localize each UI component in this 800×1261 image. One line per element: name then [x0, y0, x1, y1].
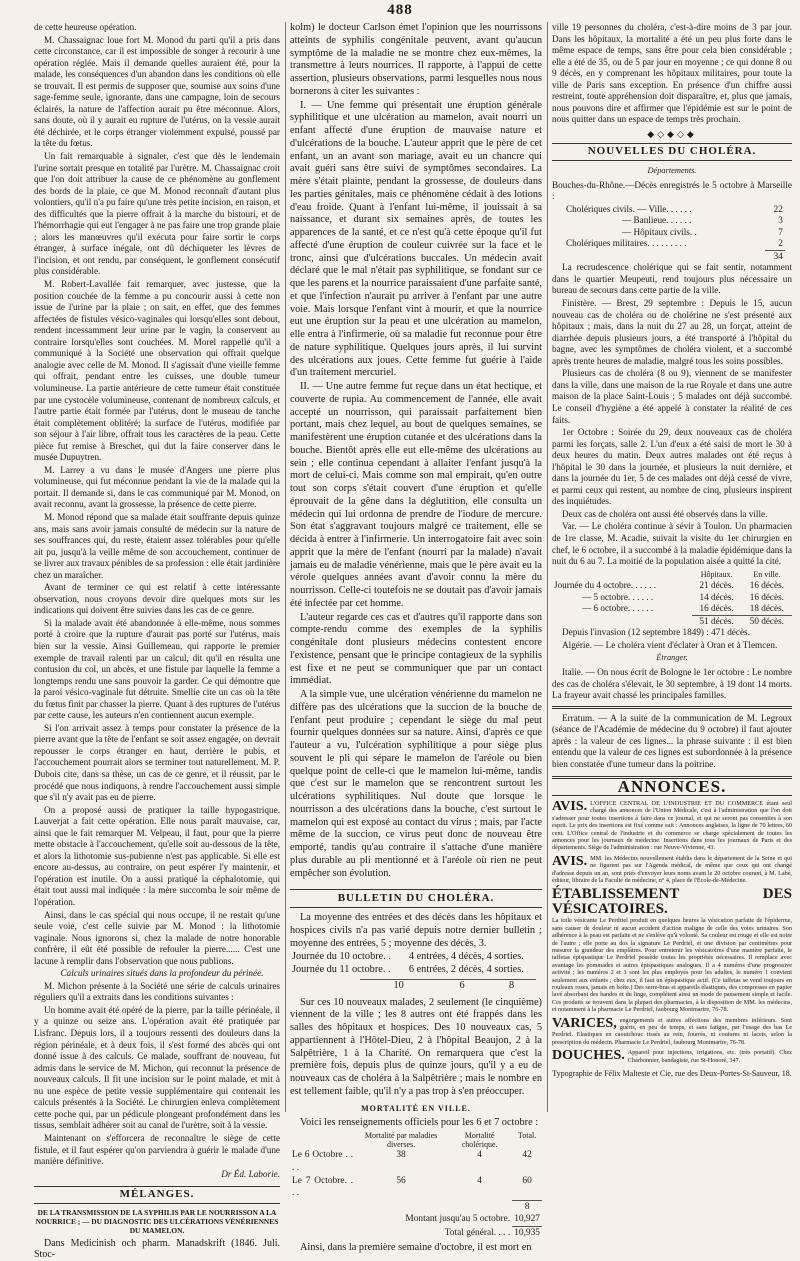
ad-vesicatoires	[552, 887, 792, 1013]
table-row	[290, 951, 542, 964]
row-value: 4 entrées, 4 décès, 4 sorties.	[408, 951, 524, 963]
paragraph: M. Monod répond que sa malade était souffrante depuis quinze ans, mais sans avoir jamais consulté de médecin sur la nature de ses souffrances qui, du reste, étaient assez tolérables pour qu'elle ait pu, jusqu'à la veille même de son accouchement, continuer de se livrer aux travaux pénibles de sa profession : elle était jardinière chez un maraîcher.	[34, 511, 280, 580]
article-heading: DE LA TRANSMISSION DE LA SYPHILIS PAR LE NOURRISSON A LA NOURRICE ; — DU DIAGNOSTIC DES ULCÉRATIONS VÉNÉRIENNES DU MAMELON.	[35, 1207, 279, 1235]
table-cell: 14 décès.	[699, 591, 734, 602]
table-cell: — Hôpitaux civils. .	[622, 226, 697, 237]
table-cell: 3	[778, 215, 783, 226]
table-row	[290, 1175, 542, 1201]
ad-text: MM. les Médecins nouvellement établis dans le département de la Seine et qui ne figurent pas sur l'Agenda médical, de même que ceux qui ont changé d'adresse depuis un an, sont priés d'envoyer leurs noms avant le 20 octobre courant, à M. Labé, éditeur, libraire de la Faculté de médecine, n° 4, place de l'École-de-Médecine.	[552, 854, 792, 884]
ad-headline: ÉTABLISSEMENT DES VÉSICATOIRES.	[552, 886, 792, 918]
paragraph: Erratum. — A la suite de la communication de M. Legroux (séance de l'Académie de médecine du 9 octobre) il faut ajouter après : la valeur de ces lignes... la phrase suivante : il est bien entendu que la valeur de ces lignes est subordonnée à la présence bien constatée d'une tumeur dans la poitrine.	[552, 712, 792, 769]
header-cell: En ville.	[753, 569, 781, 579]
paragraph: Ainsi, dans le cas spécial qui nous occupe, il ne restait qu'une seule voie, c'est celle suivie par M. Monod : la lithotomie vaginale. Nous ignorons si, chez la malade de notre honorable confrère, il eût été possible de refouler la pierre...... C'est une lacune à remplir dans l'observation que nous publions.	[34, 909, 280, 966]
paragraph: Un fait remarquable à signaler, c'est que dès le lendemain l'urine sortait presque en totalité par l'urètre. M. Chassaignac croit que l'on doit attribuer la cause de ce phénomène au gonflement des bords de la plaie, ce que M. Monod reconnaît d'autant plus volontiers, qu'il n'a pu faire qu'une très petite incision, en raison, et des difficultés que la pierre offrait à la marche du bistouri, et de l'hémorrhagie qui eut l'engager à ne pas faire une trop grande plaie ; alors les manœuvres qu'il exécuta pour faire sortir le corps étranger, à surface inégale, ont dû déchiqueter les lèvres de l'incision, et ont rendu, par conséquent, le gonflement consécutif plus considérable.	[34, 151, 280, 277]
header-cell: Total.	[517, 1131, 537, 1140]
paragraph: Bouches-du-Rhône.—Décès enregistrés le 5 octobre à Marseille :	[552, 179, 792, 202]
paragraph: Dans Medicinish och pharm. Manadskrift (1846. Juli. Stoc-	[34, 1237, 280, 1261]
paragraph: Maintenant on s'efforcera de reconnaître le siège de cette fistule, et il faut espérer qu'on parviendra à guérir le malade d'une manière définitive.	[34, 1132, 280, 1167]
total-cell: 6	[437, 979, 487, 992]
table-cell: Cholériques militaires. . . . . . . . .	[566, 238, 687, 249]
table-row	[564, 215, 785, 227]
header-cell: Hôpitaux.	[700, 569, 733, 579]
ad-headline: AVIS.	[552, 853, 588, 869]
departements-title: Départements.	[647, 166, 697, 176]
table-row	[552, 580, 792, 592]
ad-avis-medecins	[552, 855, 792, 885]
table-header	[552, 569, 792, 581]
annonces-title: ANNONCES.	[552, 776, 792, 796]
header-cell	[552, 569, 692, 581]
table-row	[290, 1227, 542, 1240]
table-cell: 22	[773, 203, 783, 214]
total-cell: 8	[487, 979, 537, 992]
table-cell	[552, 615, 692, 627]
header-cell	[290, 1131, 355, 1149]
ad-text: L'OFFICE CENTRAL DE L'INDUSTRIE ET DU COMMERCE étant seul chargé des annonces de l'Union Médicale, c'est à l'administration que l'on doit s'adresser pour toutes insertions à faire dans ce journal, et qui ne seront pas consenties à son esprit. Le prix des insertions est fixé comme suit : Annonces anglaises, la ligne de 70 lettres, 60 cent. L'Office central de l'industrie et du commerce se charge spécialement de toutes les annonces pour les journaux de médecine. Insertions dans tous les journaux de Paris et des départements. Siège de l'administration : rue Neuve-Vivienne, 43.	[552, 799, 792, 852]
table-header	[290, 1131, 542, 1149]
column-left	[34, 22, 280, 1261]
column-rule	[285, 22, 286, 1112]
paragraph: Algérie. — Le choléra vient d'éclater à Oran et à Tlemcen.	[562, 639, 778, 650]
paragraph: I. — Une femme qui présentait une éruption générale syphilitique et une ulcération au mamelon, avait nourri un enfant affecté d'une éruption de mauvaise nature et d'ulcérations de la bouche. L'auteur apprit que le père de cet enfant, un an avant son mariage, avait eu un chancre qui avait guéri sans être suivi de symptômes secondaires. La mère s'était plainte, pendant la grossesse, de douleurs dans les parties génitales, mais ce phénomène cédait à des lotions d'eau froide. Quant à l'enfant lui-même, il jouissait à sa naissance, et durant six semaines après, de toutes les apparences de la santé, et ce n'est qu'à cette époque qu'il fut affecté d'une éruption de couleur cuivrée sur la face et le tronc, ainsi que d'ulcérations buccales. Un médecin avait déclaré que le mal n'était pas syphilitique, se fondant sur ce que les parens et la nourrice paraissaient d'une parfaite santé, et que l'infection n'aurait pu arriver à l'enfant par une autre voie. Mais lorsque l'enfant vint à mourir, et que la nourrice eut une éruption sur la peau et une ulcération au mamelon, elle entra à l'infirmerie, où sa maladie fut reconnue pour être de nature syphilitique. Quelques jours après, il lui survint des ulcérations aux joues. Cette femme fut guérie à l'aide d'un traitement mercuriel.	[290, 99, 542, 379]
table-row	[290, 1149, 542, 1175]
table-cell: — 5 octobre. . . . . .	[582, 591, 654, 602]
table-cell: 7	[778, 226, 783, 237]
paragraph: A la simple vue, une ulcération vénérienne du mamelon ne diffère pas des ulcérations que la succion de la bouche de l'enfant peut produire ; cependant le siège du mal peut fournir quelques données sur sa nature. Ainsi, d'après ce que l'auteur a vu, l'ulcération syphilitique a pour siège plus souvent le pli qui sépare le mamelon de l'aréole ou bien quelque point de celle-ci que le mamelon lui-même, tandis que c'est sur le mamelon que se rencontrent surtout les ulcérations syphilitiques. Nul doute que lorsque le nourrisson a des ulcérations dans la bouche, c'est surtout le mamelon qui est exposé au contact du virus ; mais, par l'acte même de la succion, ce virus peut donc de nouveau être emporté, tandis qu'au contraire il s'attache d'une manière plus durable au pli mentionné et à l'aréole où rien ne peut empêcher son évolution.	[290, 689, 542, 879]
ad-douches	[552, 1049, 792, 1064]
column-middle	[290, 22, 542, 1253]
paragraph: Depuis l'invasion (12 septembre 1849) : 471 décès.	[562, 627, 750, 638]
mortalite-title: MORTALITÉ EN VILLE.	[361, 1103, 471, 1113]
table-cell: 4	[477, 1150, 482, 1160]
section-subtitle: Calculs urinaires situés dans la profondeur du périnée.	[60, 968, 264, 979]
bulletin-title: BULLETIN DU CHOLÉRA.	[290, 889, 542, 908]
paragraph: 1er Octobre : Soirée du 29, deux nouveaux cas de choléra parmi les forçats, salle 2. L'un d'eux a été saisi de mort le 30 à deux heures du matin. Deux autres malades ont été reçus à l'hôpital le 30 dans la journée, et plusieurs la nuit dernière, et dans la journée du 1er, 5 de ces malades ont déjà cessé de vivre, et parmi ceux qui restent, au nombre de cinq, plusieurs inspirent des inquiétudes.	[552, 427, 792, 507]
paragraph: II. — Une autre femme fut reçue dans un état hectique, et couverte de rupia. Au commencement de l'année, elle avait accepté un nourrisson, qui paraissait parfaitement bien portant, mais chez lequel, au bout de quelques semaines, se manifestèrent une éruption cutanée et des ulcérations dans la bouche. Bientôt après elle eut elle-même des ulcérations au sein ; elle continua cependant à allaiter l'enfant jusqu'à la mort de celui-ci. Mais comme son mal empirait, qu'en outre tout son corps s'était couvert d'une éruption et qu'elle éprouvait de la gêne dans la déglutition, elle consulta un médecin qui lui ordonna de prendre de l'iodure de mercure. Son état s'aggravant toujours malgré ce traitement, elle se décida à entrer à l'infirmerie. Un interrogatoire fait avec soin apprit que la mère de l'enfant (nourri par la malade) n'avait jamais eu de maladie vénérienne, mais que le père avait eu la vérole quelques années avant d'avoir connu la mère du nourrisson. Celle-ci toutefois ne se doutait pas d'avoir jamais été infectée par cet homme.	[290, 381, 542, 609]
column-right	[552, 22, 792, 1112]
paragraph: Si l'on arrivait assez à temps pour constater la présence de la pierre avant que la tête de l'enfant se soit assez engagée, on devrait repousser le corps étranger en haut, derrière le pubis, et l'accouchement pourrait alors se terminer tout naturellement. M. P. Dubois cite, dans sa thèse, un cas de ce genre, et il réussit, par le procédé que nous indiquons, à rendre l'accouchement aussi simple que s'il n'y avait pas eu de pierre.	[34, 722, 280, 803]
bdr-table	[564, 204, 785, 263]
page-number: 488	[387, 2, 413, 18]
ad-text: La toile vésicante Le Perdriel produit en quelques heures la vésication parfaite de l'épiderme, sans causer de douleur ni aucun accident d'action maligne de celle des voies urinaires. Son adhérence à la peau est parfaite et ne s'enlève qu'à volonté. Sa couleur est rouge et elle est noire de l'autre ; elle porte au dos la signature Le Perdriel, et une division par centimètres pour mesurer la grandeur des emplâtres. Pour entretenir les vésicatoires d'une manière parfaite, le taffetas épispastique Le Perdriel possède toutes les propriétés nécessaires. Il remplace avec avantage les pommades et autres épispastiques analogues. Il a 4 numéros d'une progressive activité ; les numéros 2 et 3 sont les plus employés pour les adultes, le numéro 1 convient seulement aux enfants ; chez eux, il faut un épispastique actif. (Ce taffetas se vend toujours en rouleaux roses, jamais en boîte.) Des serre-bras et appareils élastiques, des compresses en papier lavé absorbant des bandes et du linge, complètent ainsi un mode de pansement simple et facile. Ces produits se trouvent dans la plupart des pharmacies, à la disposition de MM. les médecins, et notamment à la pharmacie Le Perdriel, faubourg Montmartre, 76-78.	[552, 917, 792, 1014]
table-cell: Cholériques civils. — Ville. . . . . .	[566, 203, 692, 214]
journal-totals	[360, 979, 536, 993]
table-row	[552, 615, 792, 627]
ad-headline: DOUCHES.	[552, 1048, 625, 1064]
paragraph: Finistère. — Brest, 29 septembre : Depuis le 15, aucun nouveau cas de choléra ou de cholérine ne s'est présenté aux hôpitaux ; mais, dans la nuit du 27 au 28, un forçat, atteint de diarrhée depuis plusieurs jours, a été transporté à l'hôpital du bagne, avec les symptômes de choléra violent, et a succombé après trente heures de maladie, malgré tous les soins possibles.	[552, 298, 792, 366]
ad-headline: VARICES,	[552, 1015, 617, 1031]
ornament-divider: ◆◇◆◇◆	[647, 128, 697, 139]
row-label: Journée du 11 octobre. .	[292, 964, 391, 975]
paragraph: Un homme avait été opéré de la pierre, par la taille périnéale, il y a quinze ou seize ans. L'opération avait été pratiquée par Lisfranc. Depuis lors, il a toujours ressenti des douleurs dans la région périnéale, et à deux fois, il s'est formé des abcès qui ont donné issue à des calculs. Ce malade, souffrant de nouveau, fut admis dans le service de M. Michon, qui reconnut la présence de nouveaux calculs. Il fit une incision sur le point malade, et mit à nu une espèce de petite vessie supplémentaire qui contenait les calculs présentés à la Société. Le chirurgien enleva complètement cette poche qui, par un pédicule plongeant profondément dans les tissus, semblait adhérer soit au canal de l'urètre, soit à la vessie.	[34, 1004, 280, 1131]
paragraph: Avant de terminer ce qui est relatif à cette intéressante observation, nous croyons devoir dire quelques mots sur les indications qui doivent être suivies dans les cas de ce genre.	[34, 582, 280, 616]
table-cell: 60	[522, 1175, 532, 1186]
melanges-title: MÉLANGES.	[34, 1186, 280, 1204]
table-cell: 16 décès.	[749, 591, 784, 602]
total-cell: 51 décès.	[692, 615, 742, 627]
table-cell: — 6 octobre. . . . . .	[582, 603, 654, 614]
table-row	[290, 1213, 542, 1226]
paragraph: On a proposé aussi de pratiquer la taille hypogastrique. Lauverjat a fait cette opération. Elle nous paraît mauvaise, car, ainsi que le fait remarquer M. Velpeau, il faut, pour que la pierre mette obstacle à l'accouchement, qu'elle soit au-dessous de la tête, et alors la lithotomie sus-pubienne n'est pas applicable. Si elle est encore au-dessus, au contraire, on peut espérer l'y maintenir, et l'opération est inutile. On a aussi pratiqué la céphalotomie, qui était tout aussi mal indiquée : la mère succomba le soir même de l'opération.	[34, 804, 280, 908]
paragraph: La moyenne des entrées et des décès dans les hôpitaux et hospices civils n'a pas varié depuis notre dernier bulletin ; moyenne des entrées, 5 ; moyenne des décès, 3.	[290, 912, 542, 949]
divider	[552, 706, 792, 709]
paragraph: M. Michon présente à la Société une série de calculs urinaires réguliers qu'il a extraits dans les conditions suivantes :	[34, 980, 280, 1003]
table-cell: 42	[522, 1150, 532, 1160]
table-cell: Le 7 Octobre. . . .	[292, 1175, 354, 1199]
paragraph: de cette heureuse opération.	[34, 22, 137, 32]
table-row	[552, 603, 792, 615]
paragraph: Italie. — On nous écrit de Bologne le 1er octobre : Le nombre des cas de choléra s'élevait, le 30 septembre, à 19 dont 14 morts. La frayeur avait chassé les principales familles.	[552, 666, 792, 701]
table-cell: 56	[396, 1175, 406, 1186]
printer-footer: Typographie de Félix Malteste et Cie, rue des Deux-Portes-St-Sauveur, 18.	[552, 1069, 792, 1079]
etranger-title: Étranger.	[656, 653, 688, 663]
paragraph: La recrudescence cholérique qui se fait sentir, notamment dans le quartier Meupeuti, rend toujours plus nécessaire un bureau de secours dans cette partie de la ville.	[552, 262, 792, 296]
table-row	[360, 979, 536, 992]
table-row	[564, 238, 785, 250]
table-cell: 16 décès.	[749, 580, 784, 591]
paragraph: kolm) le docteur Carlson émet l'opinion que les nourrissons atteints de syphilis congénitale peuvent, avant qu'aucun symptôme de la maladie ne se montre chez eux-mêmes, la transmettre à leurs nourrices. Il rapporte, à l'appui de cette assertion, plusieurs observations, parmi lesquelles nous nous bornerons à citer les suivantes :	[290, 22, 542, 97]
table-row	[290, 1200, 542, 1213]
montant-label: Montant jusqu'au 5 octobre.	[405, 1214, 511, 1225]
ad-text: Appareil pour injections, irrigations, etc. (très portatif). Chez Charbonnier, bandagiste, rue St-Honoré, 347.	[627, 1049, 792, 1064]
paragraph: Deux cas de choléra ont aussi été observés dans la ville.	[562, 508, 768, 519]
paragraph: M. Robert-Lavallée fait remarquer, avec justesse, que la position couchée de la femme a pu concourir aussi à cette non issue de l'urine par la plaie ; on sait, en effet, que des femmes affectées de fistules vésico-vaginales qui lorsqu'elles sont debout, rendent incessamment leur urine par le vagin, la conservent au contraire lorsqu'elles sont couchées. M. Morel rappelle qu'il a communiqué à la Société une observation qui offrait quelque analogie avec celle de M. Monod. Il s'agissait d'une vieille femme qui offrait, pendant entre les cuisses, une double tumeur volumineuse. La partie antérieure de cette tumeur était constituée par une cystocèle volumineuse, contenant de nombreux calculs, et l'autre partie était formée par l'utérus, dont le museau de tanche était complètement oblitéré; la surface de l'utérus, modifiée par son séjour à l'air libre, offrait tous les caractères de la peau. Cette pièce fut remise à Breschet, qui dut la faire conserver dans le musée Dupuytren.	[34, 279, 280, 463]
mortalite-table	[290, 1131, 542, 1240]
total-cell: 34	[765, 250, 785, 262]
header-cell: Mortalité cholérique.	[461, 1131, 498, 1149]
table-row	[552, 592, 792, 604]
paragraph: Voici les renseignements officiels pour les 6 et 7 octobre :	[300, 1117, 539, 1129]
header-cell: Mortalité par maladies diverses.	[364, 1131, 438, 1149]
table-cell: Journée du 4 octobre. . . . . .	[554, 580, 657, 591]
table-cell: 4	[477, 1175, 482, 1186]
paragraph: Plusieurs cas de choléra (8 ou 9), viennent de se manifester dans la ville, dans une maison de la rue Royale et dans une autre maison de la place Saint-Louis ; 5 malades ont déjà succombé. Le conseil d'hygiène a été appelé à constater la réalité de ces faits.	[552, 368, 792, 425]
nouvelles-title: NOUVELLES DU CHOLÉRA.	[552, 143, 792, 161]
table-cell: — Banlieue. . . . . .	[622, 215, 692, 226]
table-cell: 16 décès.	[699, 603, 734, 614]
table-row	[564, 250, 785, 262]
ad-text: engorgements et autres affections des membres inférieurs. Sont guéris, en peu de temps, et sans fatigue, par l'usage des bas Le Perdriel. Elastiques en caoutchouc tissés au rein, fourrés, ni coutures ni lacets, selon la prescription du médecin. Pharmacie Le Perdriel, faubourg Montmartre, 76-78.	[552, 1016, 792, 1046]
total-cell: 50 décès.	[742, 615, 792, 627]
paragraph: M. Larrey a vu dans le musée d'Angers une pierre plus volumineuse, qui fut méconnue pendant la vie de la malade qui la portait. Il demande si, dans le cas communiqué par M. Monod, on avait reconnu, avant la grossesse, la présence de cette pierre.	[34, 464, 280, 510]
total-value: 10,935	[512, 1227, 542, 1240]
subtotal-cell: 8	[512, 1200, 542, 1213]
table-cell: 2	[778, 238, 783, 249]
table-cell: 38	[396, 1150, 406, 1160]
table-row	[564, 227, 785, 239]
ad-avis-office	[552, 800, 792, 852]
ad-headline: AVIS.	[552, 798, 588, 814]
paragraph: Si la malade avait été abandonnée à elle-même, nous sommes porté à croire que la rupture d'aurait pas porté sur l'utérus, mais bien sur la vessie. Ainsi Guillemeau, qui rapporte le premier exemple de travail ralenti par un calcul, dit qu'il en résulta une contusion du col, un abcès, et une fistule par laquelle la femme a longtemps rendu une sans pouvoir la garder. Ce qui démontre que la paroi vésico-vaginale fut détruite. Smellie cite un cas où la tête du fœtus finit par chasser la pierre. Quant à des ruptures de l'utérus par cette cause, les auteurs n'en contiennent aucun exemple.	[34, 617, 280, 721]
table-row	[290, 964, 542, 977]
montant-value: 10,927	[514, 1214, 540, 1225]
table-cell: 21 décès.	[699, 580, 734, 591]
table-cell: 18 décès.	[749, 603, 784, 614]
table-cell: Le 6 Octobre . . . .	[292, 1150, 354, 1173]
paragraph: L'auteur regarde ces cas et d'autres qu'il rapporte dans son compte-rendu comme des exemples de la syphilis congénitale dont plusieurs médecins contestent encore l'existence, pensant que le principe contagieux de la syphilis est fixe et ne peut se communiquer que par un contact immédiat.	[290, 611, 542, 687]
row-label: Journée du 10 octobre. .	[292, 951, 391, 963]
paragraph: Ainsi, dans la première semaine d'octobre, il est mort en	[300, 1241, 532, 1253]
table-row	[564, 204, 785, 216]
total-label: Total général. . . .	[444, 1227, 511, 1238]
signature: Dr Éd. Laborie.	[221, 1168, 280, 1179]
paragraph: Sur ces 10 nouveaux malades, 2 seulement (le cinquième) viennent de la ville ; les 8 autres ont été frappés dans les salles des hôpitaux et hospices. Des 10 nouveaux cas, 5 appartiennent à l'Hôtel-Dieu, 2 à l'hôpital Beaujon, 2 à la Salpêtrière, 1 à la Charité. On remarquera que c'est la première fois, depuis plus de quinze jours, qu'il y a eu de nouveaux cas de choléra à la Salpêtrière ; mais le nombre en est tellement faible, qu'il n'y a pas trop à s'en préoccuper.	[290, 996, 542, 1097]
journal-table	[290, 951, 542, 977]
paragraph: M. Chassaignac loue fort M. Monod du parti qu'il a pris dans cette circonstance, car il est impossible de songer à recourir à une opération réglée. Mais il demande quelles auraient été, pour la malade, les conséquences d'un abandon dans les conditions où elle se trouvait. Il est permis de supposer que, soumise aux soins d'une sage-femme seule, ignorante, dans une campagne, loin de secours éclairés, la nature de l'affection aurait pu être méconnue. Alors, sans doute, où il y aurait eu rupture de l'utérus, on la vessie aurait été déchirée, et le corps étranger violemment expulsé, poussé par la tête du fœtus.	[34, 34, 280, 149]
total-cell: 10	[360, 979, 437, 992]
var-table	[552, 569, 792, 628]
column-rule	[547, 22, 548, 1112]
row-value: 6 entrées, 2 décès, 4 sorties.	[408, 964, 524, 975]
paragraph: Var. — Le choléra continue à sévir à Toulon. Un pharmacien de 1re classe, M. Acadie, suivait la visite du 1er chirurgien en chef, le 6 octobre, il a succombé à la maladie épidémique dans la nuit du 6 au 7. La moitié de la population aisée a quitté la cité.	[552, 521, 792, 567]
ad-varices	[552, 1017, 792, 1047]
paragraph: ville 19 personnes du choléra, c'est-à-dire moins de 3 par jour. Dans les hôpitaux, la mortalité a été un peu plus forte dans le même espace de temps, sans être pour cela bien considérable ; elle a été de 35, ou de 5 par jour en moyenne ; ce qui donne 8 ou 9 décès, en y comprenant les hôpitaux militaires, pour toute la ville de Paris sans exception. En présence d'un chiffre aussi restreint, toute appréhension doit disparaître, et, plus que jamais, nous pouvons dire et affirmer que l'épidémie est sur le point de nous quitter dans un espace de temps très prochain.	[552, 22, 792, 125]
